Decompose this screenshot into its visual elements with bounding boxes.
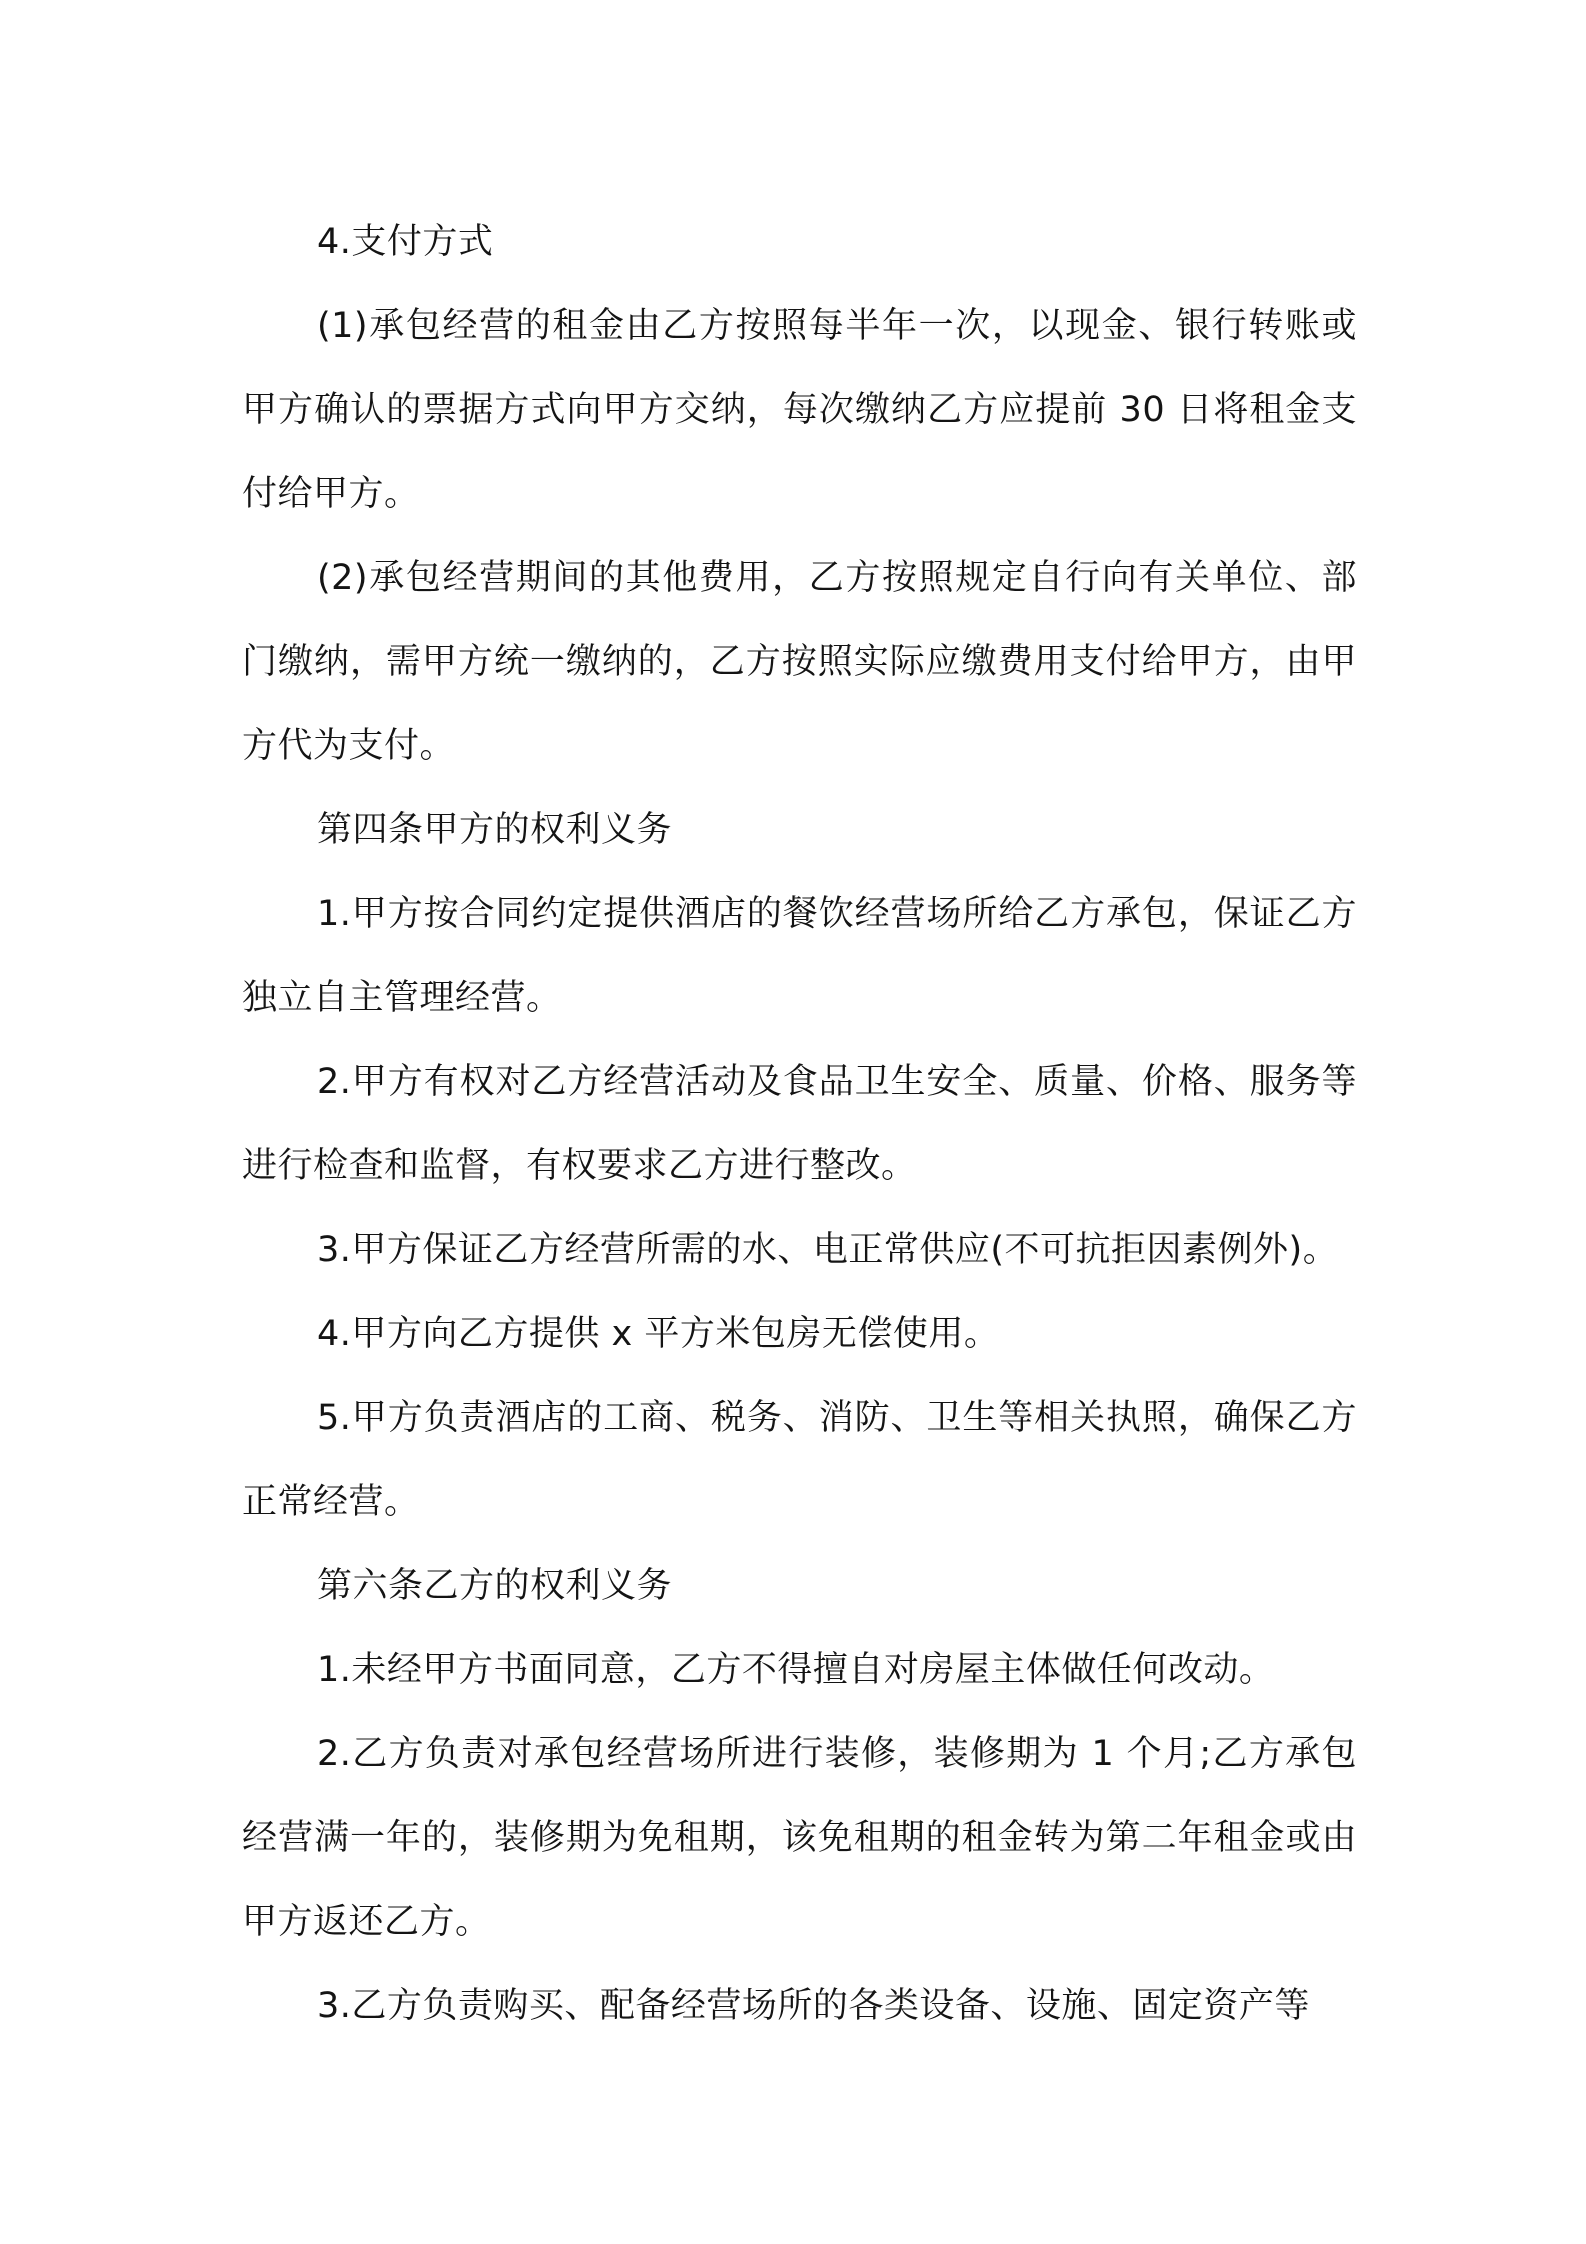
paragraph-party-a-3: 3.甲方保证乙方经营所需的水、电正常供应(不可抗拒因素例外)。: [317, 1230, 1339, 1270]
article-heading-party-b: 第六条乙方的权利义务: [317, 1566, 673, 1606]
paragraph-party-b-3: 3.乙方负责购买、配备经营场所的各类设备、设施、固定资产等: [317, 1986, 1310, 2026]
document-body: [242, 200, 1357, 2048]
paragraph-party-a-5: 5.甲方负责酒店的工商、税务、消防、卫生等相关执照，确保乙方正常经营。: [242, 1398, 1357, 1522]
paragraph-payment-2: (2)承包经营期间的其他费用，乙方按照规定自行向有关单位、部门缴纳，需甲方统一缴纳的，乙方按照实际应缴费用支付给甲方，由甲方代为支付。: [242, 558, 1357, 766]
paragraph-party-b-2: 2.乙方负责对承包经营场所进行装修，装修期为 1 个月;乙方承包经营满一年的，装修期为免租期，该免租期的租金转为第二年租金或由甲方返还乙方。: [242, 1734, 1357, 1942]
paragraph-payment-1: (1)承包经营的租金由乙方按照每半年一次，以现金、银行转账或甲方确认的票据方式向甲方交纳，每次缴纳乙方应提前 30 日将租金支付给甲方。: [242, 306, 1357, 514]
paragraph-party-b-1: 1.未经甲方书面同意，乙方不得擅自对房屋主体做任何改动。: [317, 1650, 1275, 1690]
paragraph-party-a-2: 2.甲方有权对乙方经营活动及食品卫生安全、质量、价格、服务等进行检查和监督，有权要求乙方进行整改。: [242, 1062, 1357, 1186]
paragraph-party-a-1: 1.甲方按合同约定提供酒店的餐饮经营场所给乙方承包，保证乙方独立自主管理经营。: [242, 894, 1357, 1018]
paragraph-party-a-4: 4.甲方向乙方提供 x 平方米包房无偿使用。: [317, 1314, 1000, 1354]
article-heading-party-a: 第四条甲方的权利义务: [317, 810, 673, 850]
section-heading-payment: 4.支付方式: [317, 222, 494, 262]
